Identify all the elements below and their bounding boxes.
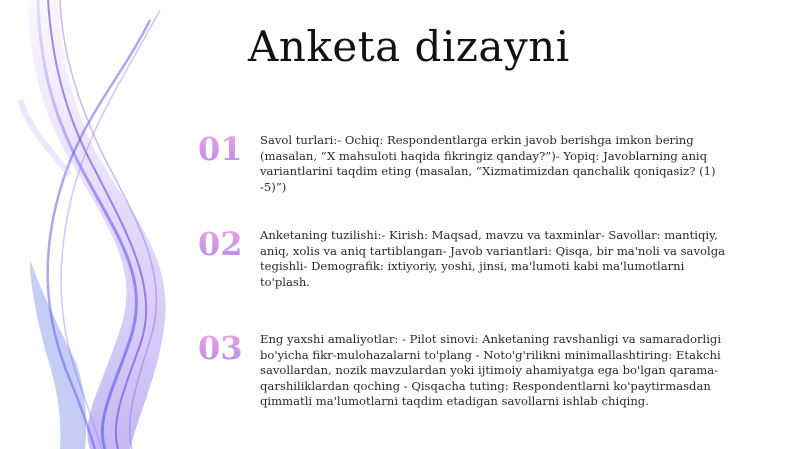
item-text: Savol turlari:- Ochiq: Respondentlarga erkin javob berishga imkon bering (masalan, “X mahsuloti haqida fikringiz qanday?”)- Yopiq: Javoblarning aniq variantlarini taqdim eting (masalan, “Xizmatimizdan qanchalik qoniqasiz? (1) -5)”) — [260, 133, 716, 194]
item-number: 03 — [198, 329, 243, 367]
decorative-ribbon — [0, 0, 200, 449]
item-text: Eng yaxshi amaliyotlar: - Pilot sinovi: Anketaning ravshanligi va samaradorligi bo'yicha fikr-mulohazalarni to'plang - Noto'g'rilikni minimallashtiring: Etakchi savollardan, nozik mavzulardan yoki ijtimoiy ahamiyatga ega bo'lgan qarama-qarshiliklardan qoching - Qisqacha tuting: Respondentlarni ko'paytirmasdan qimmatli ma'lumotlarni taqdim etadigan savollarni ishlab chiqing. — [260, 332, 722, 409]
list-item-02 — [198, 225, 758, 289]
item-number: 02 — [198, 225, 243, 263]
item-number: 01 — [198, 130, 243, 168]
page-title: Anketa dizayni — [248, 22, 570, 71]
list-item-03 — [198, 329, 758, 412]
list-item-01 — [198, 130, 758, 194]
item-text: Anketaning tuzilishi:- Kirish: Maqsad, mavzu va taxminlar- Savollar: mantiqiy, aniq, xolis va aniq tartiblangan- Javob variantlari: Qisqa, bir ma'noli va savolga tegishli- Demografik: ixtiyoriy, yoshi, jinsi, ma'lumoti kabi ma'lumotlarni to'plash. — [260, 228, 726, 289]
